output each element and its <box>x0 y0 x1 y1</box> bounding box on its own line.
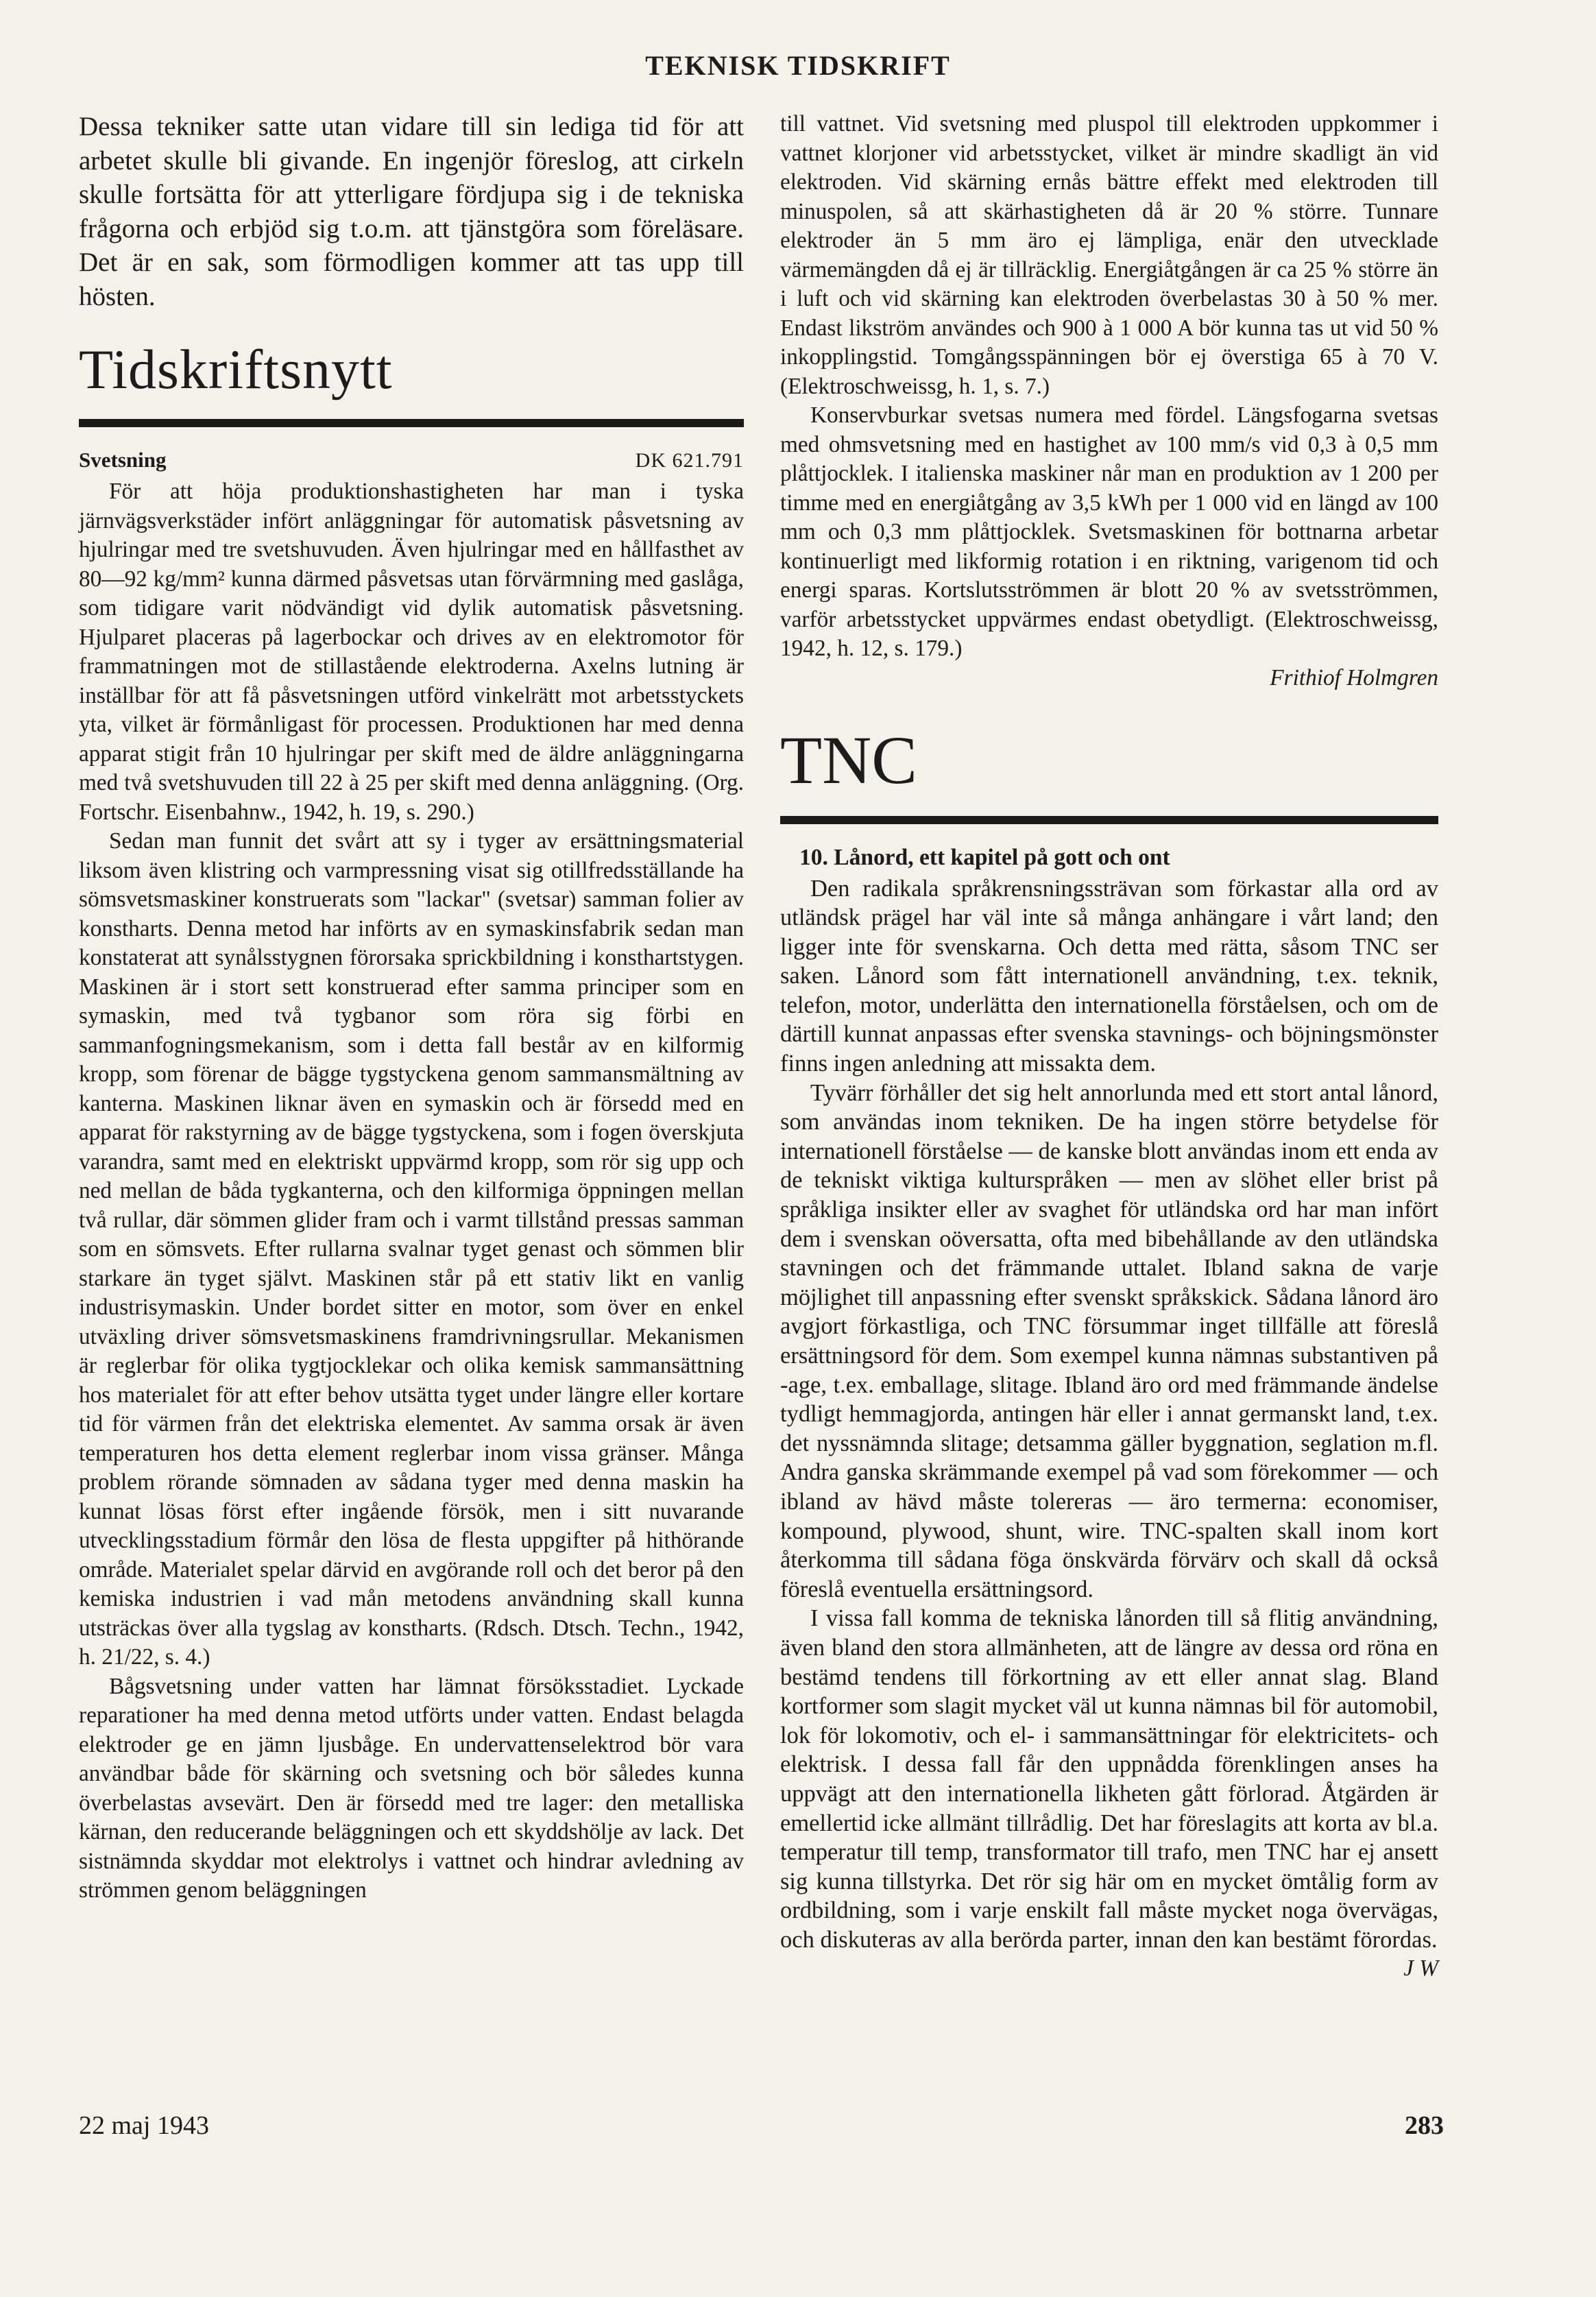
tnc-paragraph: Den radikala språkrensningssträvan som förkastar alla ord av utländsk prägel har väl inte så många anhängare i vårt land; den ligger inte för svenskarna. Och detta med rätta, såsom TNC ser saken. Lånord som fått internationell användning, t.ex. teknik, telefon, motor, underlätta den internationella förståelsen, och om de därtill kunnat anpassas efter svenska stavnings- och böjningsmönster finns ingen anledning att missakta dem. <box>780 875 1438 1077</box>
section-title: Tidskriftsnytt <box>79 338 393 400</box>
article-paragraph: För att höja produktionshastigheten har man i tyska järnvägsverkstäder infört anläggningar för automatisk påsvetsning av hjulringar med tre svetshuvuden. Även hjulringar med en hållfasthet av 80—92 kg/mm² kunna därmed påsvetsas utan förvärmning med gaslåga, som tidigare varit nödvändigt vid dylik automatisk påsvetsning. Hjulparet placeras på lagerbockar och drives av en elektromotor för frammatningen mot de stillastående elektroderna. Axelns lutning är inställbar för att få påsvetsningen utförd vinkelrätt mot arbetsstyckets yta, vilket är förmånligast för processen. Produktionen har med denna apparat stigit från 10 hjulringar per skift med de äldre anläggningarna med två svetshuvuden till 22 à 25 per skift med denna anläggning. (Org. Fortschr. Eisenbahnw., 1942, h. 19, s. 290.) <box>79 479 744 825</box>
author-signature: Frithiof Holmgren <box>1270 664 1438 690</box>
left-column <box>79 110 744 1905</box>
tnc-article-heading: 10. Lånord, ett kapitel på gott och ont <box>799 845 1170 870</box>
article-paragraph: Konservburkar svetsas numera med fördel. Längsfogarna svetsas med ohmsvetsning med en hastighet av 100 mm/s vid 0,3 à 0,5 mm plåttjocklek. I italienska maskiner når man en produktion av 1 200 per timme med en energiåtgång av 3,5 kWh per 1 000 vid en längd av 100 mm och 0,3 mm plåttjocklek. Svetsmaskinen för bottnarna arbetar kontinuerligt med likformig rotation i en riktning, varigenom tid och energi sparas. Kortslutsströmmen är blott 20 % av svetsströmmen, varför arbetsstycket uppvärmes endast obetydligt. (Elektroschweissg, 1942, h. 12, s. 179.) <box>780 402 1438 661</box>
page-number: 283 <box>1405 2111 1444 2140</box>
section-rule <box>79 419 744 427</box>
right-column <box>780 110 1438 1984</box>
tnc-section-rule <box>780 816 1438 824</box>
tnc-paragraph: I vissa fall komma de tekniska lånorden till så flitig användning, även bland den stora allmänheten, att de längre av dessa ord röna en bestämd tendens till förkortning av ett eller annat slag. Bland kortformer som slagit mycket väl ut kunna nämnas bil för automobil, lok för lokomotiv, och el- i sammansättningar för elektricitets- och elektrisk. I dessa fall får den uppnådda förenklingen anses ha uppvägt att den internationella likheten gått förlorad. Åtgärden är emellertid icke allmänt tillrådlig. Det har föreslagits att korta av bl.a. temperatur till temp, transformator till trafo, men TNC har ej ansett sig kunna tillstyrka. Det rör sig här om en mycket ömtålig form av ordbildning, som i varje enskilt fall måste mycket noga övervägas, och diskuteras av alla berörda parter, innan den kan bestämt förordas. <box>780 1605 1438 1953</box>
article-paragraph: till vattnet. Vid svetsning med pluspol till elektroden uppkommer i vattnet klorjoner vid arbetsstycket, vilket är mindre skadligt än vid elektroden. Vid skärning ernås bättre effekt med elektroden till minuspolen, så att skärhastigheten då är 20 % större. Tunnare elektroder än 5 mm äro ej lämpliga, enär den utvecklade värmemängden då ej är tillräcklig. Energiåtgången är ca 25 % större än i luft och vid skärning kan elektroden överbelastas 30 à 50 % mer. Endast likström användes och 900 à 1 000 A bör kunna tas ut vid 50 % inkopplingstid. Tomgångsspänningen bör ej överstiga 65 à 70 V. (Elektroschweissg, h. 1, s. 7.) <box>780 111 1438 399</box>
article-paragraph: Bågsvetsning under vatten har lämnat försöksstadiet. Lyckade reparationer ha med denna metod utförts under vatten. Endast belagda elektroder ge en jämn ljusbåge. En undervattenselektrod bör vara användbar både för skärning och svetsning och bör således kunna överbelastas avsevärt. Den är försedd med tre lager: den metalliska kärnan, den reducerande beläggningen och ett skyddshölje av lack. Det sistnämnda skyddar mot elektrolys i vattnet och hindrar avledning av strömmen genom beläggningen <box>79 1673 744 1903</box>
tnc-paragraph: Tyvärr förhåller det sig helt annorlunda med ett stort antal lånord, som användas inom tekniken. De ha ingen större betydelse för internationell förståelse — de kanske blott användas inom ett enda av de tekniskt viktiga kulturspråken — men av slöhet eller brist på språkliga insikter eller av svaghet för utländska ord har man infört dem i svenskan oöversatta, ofta med bibehållande av den utländska stavningen och det främmande uttalet. Ibland sakna de varje möjlighet till anpassning efter svenskt språkskick. Sådana lånord äro avgjort förkastliga, och TNC försummar inget tillfälle att föreslå ersättningsord för dem. Som exempel kunna nämnas substantiven på -age, t.ex. emballage, slitage. Ibland äro ord med främmande ändelse tydligt hemmagjorda, antingen här eller i annat germanskt land, t.ex. det nyssnämnda slitage; detsamma gäller byggnation, seglation m.fl. Andra ganska skrämmande exempel på vad som förekommer — och ibland av hävd måste tolereras — äro termerna: economiser, kompound, plywood, shunt, wire. TNC-spalten skall inom kort återkomma till sådana föga önskvärda förvärv och skall då också föreslå eventuella ersättningsord. <box>780 1079 1438 1602</box>
intro-paragraph: Dessa tekniker satte utan vidare till sin lediga tid för att arbetet skulle bli givande. En ingenjör föreslog, att cirkeln skulle fortsätta för att ytterligare fördjupa sig i de tekniska frågorna och erbjöd sig t.o.m. att tjänstgöra som föreläsare. Det är en sak, som förmodligen kommer att tas upp till hösten. <box>79 112 744 311</box>
article-heading-row <box>79 446 744 474</box>
journal-header: TEKNISK TIDSKRIFT <box>645 50 951 81</box>
tnc-section-title: TNC <box>780 722 917 798</box>
issue-date: 22 maj 1943 <box>79 2111 209 2140</box>
tnc-signature: J W <box>1403 1956 1438 1982</box>
article-heading: Svetsning <box>79 448 167 472</box>
article-dk-number: DK 621.791 <box>635 449 744 472</box>
article-paragraph: Sedan man funnit det svårt att sy i tyger av ersättningsmaterial liksom även klistring och varmpressning visat sig otillfredsställande ha sömsvetsmaskiner konstruerats som "lackar" (svetsar) samman folier av konstharts. Denna metod har införts av en symaskinsfabrik sedan man konstaterat att synålsstygnen förorsaka sprickbildning i konsthartstygen. Maskinen är i stort sett konstruerad efter samma principer som en symaskin, med två tygbanor som röra sig förbi en sammanfogningsmekanism, som i detta fall består av en kilformig kropp, som förenar de bägge tygstyckena genom sammansmältning av kanterna. Maskinen liknar även en symaskin och är försedd med en apparat för rakstyrning av de bägge tygstyckena, som i fogen överskjuta varandra, samt med en elektriskt uppvärmd kropp, som rör sig upp och ned mellan de båda tygkanterna, och den kilformiga öppningen mellan två rullar, där sömmen glider fram och i varmt tillstånd pressas samman som en sömsvets. Efter rullarna svalnar tyget genast och sömmen blir starkare än tyget självt. Maskinen står på ett stativ likt en vanlig industrisymaskin. Under bordet sitter en motor, som över en enkel utväxling driver sömsvetsmaskinens framdrivningsrullar. Mekanismen är reglerbar för olika tygtjocklekar och olika kemisk sammansättning hos materialet för att efter behov utsätta tyget under längre eller kortare tid för värmen från det elektriska elementet. Av samma orsak är även temperaturen hos detta element reglerbar inom vissa gränser. Många problem rörande sömnaden av sådana tyger med denna maskin ha kunnat lösas först efter ingående försök, men i sitt nuvarande utvecklingsstadium förmår den lösa de flesta uppgifter på hithörande område. Materialet spelar därvid en avgörande roll och det beror på den kemiska industrien i vad mån metodens användning skall kunna utsträckas över alla tygslag av konstharts. (Rdsch. Dtsch. Techn., 1942, h. 21/22, s. 4.) <box>79 828 744 1670</box>
